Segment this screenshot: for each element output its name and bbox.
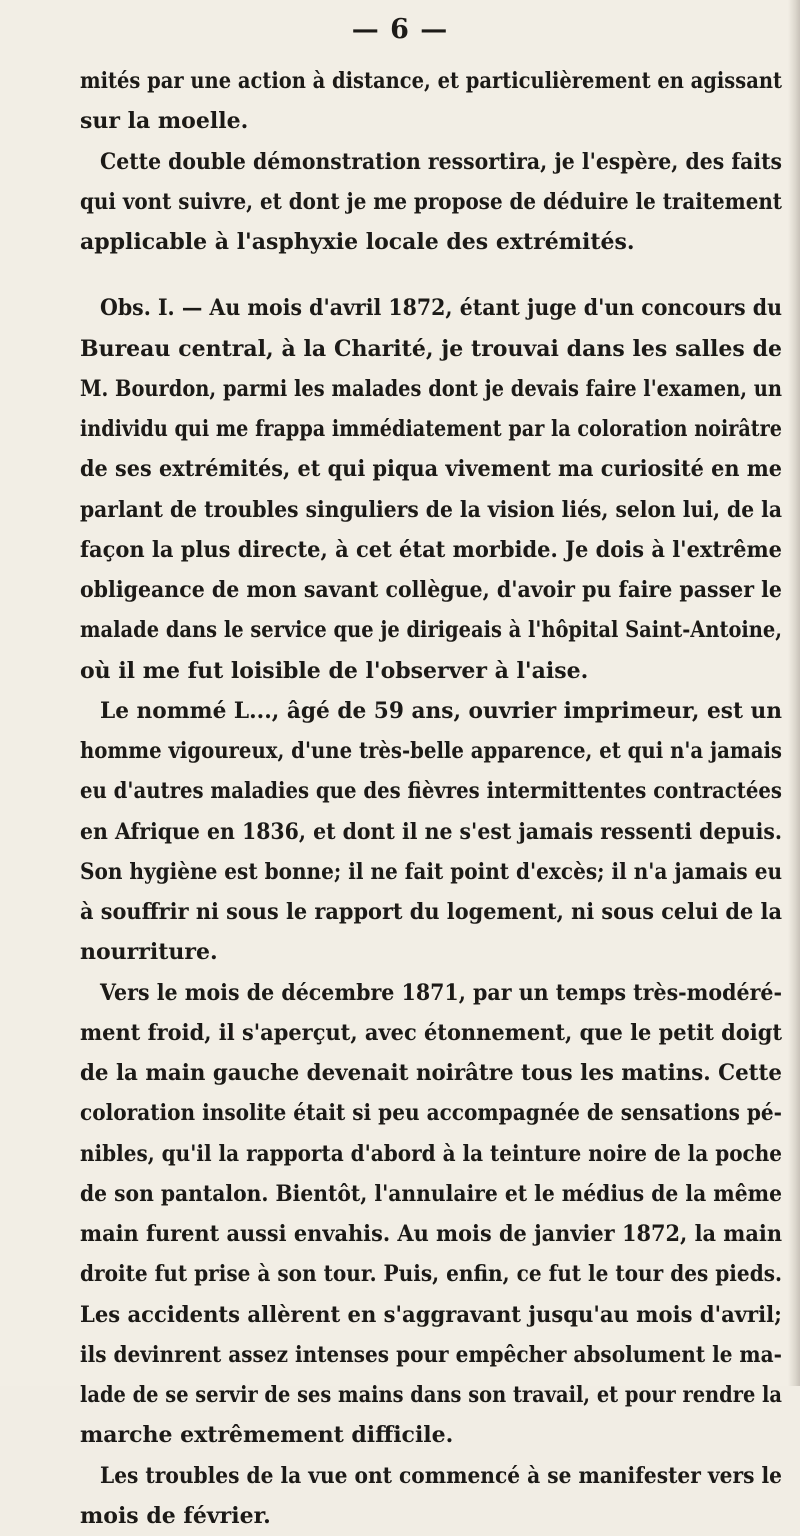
text-line: obligeance de mon savant collègue, d'avoir pu faire passer le [80, 577, 782, 603]
text-line: coloration insolite était si peu accompagnée de sensations pé- [80, 1100, 783, 1127]
text-line: nourriture. [80, 939, 218, 966]
text-line: Son hygiène est bonne; il ne fait point d'excès; il n'a jamais eu [80, 858, 783, 885]
text-line: de la main gauche devenait noirâtre tous les matins. Cette [80, 1060, 783, 1086]
text-line: nibles, qu'il la rapporta d'abord à la teinture noire de la poche [80, 1140, 783, 1167]
text-line: Obs. I. — Au mois d'avril 1872, étant juge d'un concours du [100, 295, 783, 322]
text-line: lade de se servir de ses mains dans son travail, et pour rendre la [80, 1382, 783, 1408]
text-line: eu d'autres maladies que des fièvres intermittentes contractées [80, 778, 783, 805]
text-line: mités par une action à distance, et particulièrement en agissant [80, 68, 782, 94]
text-line: Les troubles de la vue ont commencé à se manifester vers le [100, 1462, 783, 1489]
text-line: individu qui me frappa immédiatement par la coloration noirâtre [80, 416, 783, 442]
text-line: Cette double démonstration ressortira, je l'espère, des faits [100, 148, 783, 175]
text-line: homme vigoureux, d'une très-belle apparence, et qui n'a jamais [80, 738, 783, 764]
text-line: sur la moelle. [80, 108, 249, 135]
text-line: M. Bourdon, parmi les malades dont je devais faire l'examen, un [80, 375, 782, 402]
text-line: malade dans le service que je dirigeais à l'hôpital Saint-Antoine, [80, 617, 783, 644]
text-line: parlant de troubles singuliers de la vision liés, selon lui, de la [80, 496, 783, 523]
text-line: mois de février. [80, 1502, 271, 1529]
text-line: de ses extrémités, et qui piqua vivement ma curiosité en me [80, 456, 783, 483]
text-line: où il me fut loisible de l'observer à l'aise. [80, 657, 589, 684]
text-line: en Afrique en 1836, et dont il ne s'est jamais ressenti depuis. [80, 818, 782, 845]
page-number: — 6 — [351, 14, 449, 45]
text-line: qui vont suivre, et dont je me propose de déduire le traitement [80, 188, 783, 215]
text-line: Le nommé L..., âgé de 59 ans, ouvrier imprimeur, est un [100, 697, 782, 724]
body-text [80, 61, 782, 1536]
text-line: de son pantalon. Bientôt, l'annulaire et le médius de la même [80, 1180, 782, 1207]
text-line: marche extrêmement difficile. [80, 1422, 454, 1449]
text-line: Bureau central, à la Charité, je trouvai dans les salles de [80, 335, 782, 362]
text-line: ment froid, il s'aperçut, avec étonnement, que le petit doigt [80, 1019, 782, 1046]
text-line: main furent aussi envahis. Au mois de janvier 1872, la main [80, 1221, 783, 1247]
text-line: Vers le mois de décembre 1871, par un temps très-modéré- [100, 979, 783, 1006]
text-line: droite fut prise à son tour. Puis, enfin, ce fut le tour des pieds. [80, 1261, 783, 1288]
text-line: applicable à l'asphyxie locale des extrémités. [80, 229, 635, 255]
page-spine-shadow [788, 0, 800, 1386]
text-line: à souffrir ni sous le rapport du logement, ni sous celui de la [80, 899, 782, 925]
text-line: façon la plus directe, à cet état morbide. Je dois à l'extrême [80, 536, 783, 563]
text-line: ils devinrent assez intenses pour empêcher absolument le ma- [80, 1341, 782, 1368]
text-line: Les accidents allèrent en s'aggravant jusqu'au mois d'avril; [80, 1301, 782, 1328]
